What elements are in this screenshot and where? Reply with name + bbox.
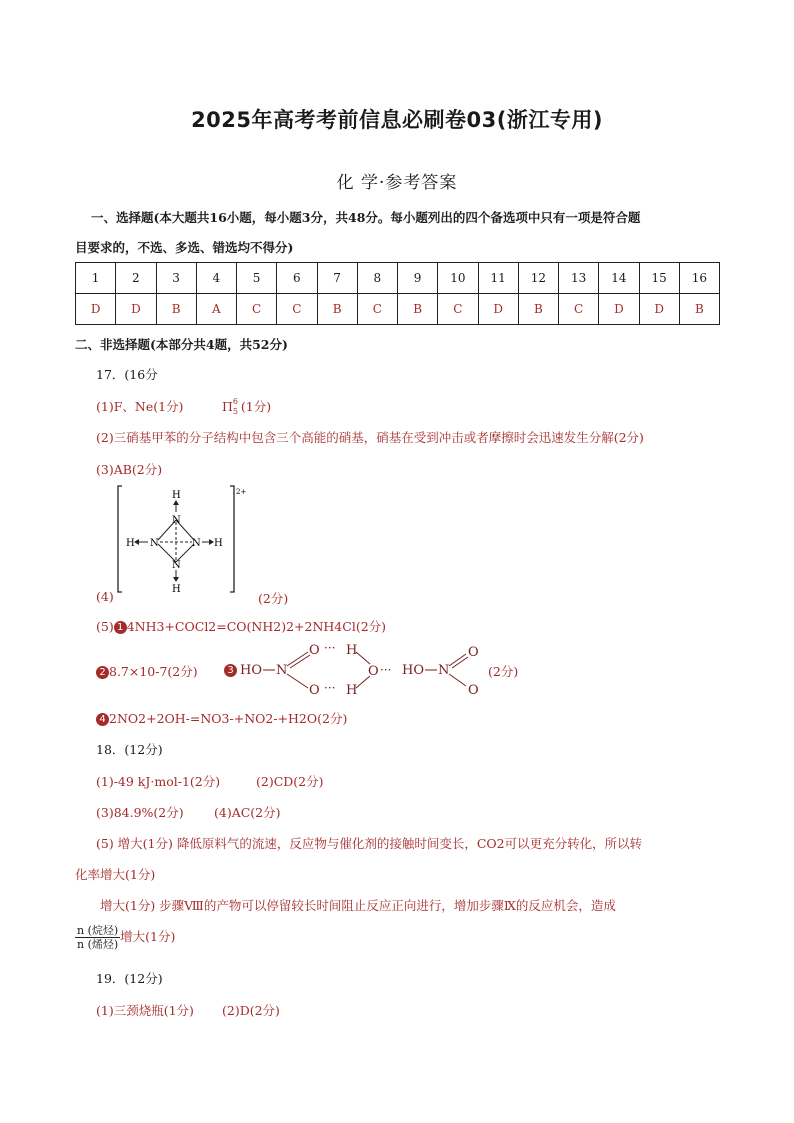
pi-superscript: 6 [232,397,238,406]
q18-answer-1: (1)-49 kJ·mol-1(2分) [96,774,221,789]
hydrogen-bond-structure [238,638,500,700]
atom-h-left: H [126,538,135,549]
answer-cell: D [599,294,639,325]
atom-n-left: N [150,538,159,549]
answer-cell: B [317,294,357,325]
answer-table-answer-row [76,294,720,325]
question-number-cell: 8 [357,263,397,294]
q18-5-increase: 增大(1分) [120,929,176,944]
answer-cell: B [398,294,438,325]
q17-5-1-equation: 4NH3+COCl2=CO(NH2)2+2NH4Cl(2分) [126,619,387,634]
answer-cell: D [478,294,518,325]
q17-answer-1: (1)F、Ne(1分) [96,399,184,414]
question-number-cell: 1 [76,263,116,294]
q17-answer-5-3-score: (2分) [488,664,519,679]
q19-answer-2: (2)D(2分) [222,1003,280,1018]
answer-cell: D [116,294,156,325]
question-number-cell: 14 [599,263,639,294]
circled-number-4: 4 [96,713,109,726]
question-number-cell: 13 [559,263,599,294]
h-top: H [346,643,358,658]
atom-n-top: N [172,515,181,526]
answer-cell: A [196,294,236,325]
o-top-left: O [309,643,320,658]
atom-n-bottom: N [172,560,181,571]
answer-cell: C [357,294,397,325]
h-bottom: H [346,683,358,698]
circled-number-3: 3 [224,664,237,677]
page-title: 2025年高考考前信息必刷卷03(浙江专用) [191,108,603,132]
n-right: N [438,663,450,678]
q17-answer-5-1 [96,617,386,635]
q19-heading: 19．(12分) [96,971,163,986]
answer-cell: B [679,294,719,325]
atom-h-right: H [214,538,223,549]
question-number-cell: 4 [196,263,236,294]
q18-heading: 18．(12分) [96,742,163,757]
pi-subscript: 5 [232,407,238,416]
q18-answer-4: (4)AC(2分) [214,805,281,820]
page-subtitle: 化 学·参考答案 [336,173,458,193]
q18-answer-3: (3)84.9%(2分) [96,805,184,820]
section1-heading-line1: 一、选择题(本大题共16小题，每小题3分，共48分。每小题列出的四个备选项中只有一项是符合题 [91,210,641,225]
atom-n-right: N [192,538,201,549]
question-number-cell: 16 [679,263,719,294]
ratio-numerator: n (烷烃) [77,924,119,937]
atom-h-bottom: H [172,584,181,595]
q17-answer-5-2 [96,662,198,680]
answer-cell: B [518,294,558,325]
q18-answer-2: (2)CD(2分) [256,774,324,789]
q17-5-label: (5) [96,619,114,634]
question-number-cell: 12 [518,263,558,294]
question-number-cell: 15 [639,263,679,294]
q17-answer-5-4 [96,709,347,727]
answer-cell: D [76,294,116,325]
answer-table-number-row [76,263,720,294]
alkane-alkene-ratio [75,924,120,951]
answer-cell: C [277,294,317,325]
svg-text:···: ··· [380,663,392,677]
question-number-cell: 11 [478,263,518,294]
q17-5-4-equation: 2NO2+2OH-=NO3-+NO2-+H2O(2分) [109,711,348,726]
question-number-cell: 5 [237,263,277,294]
o-bottom-right: O [468,683,479,698]
question-number-cell: 7 [317,263,357,294]
o-bottom-left: O [309,683,320,698]
q17-answer-4-label: (4) [96,589,114,604]
q17-answer-5-3-label [224,662,237,677]
pi-symbol: Π [222,399,233,414]
question-number-cell: 6 [277,263,317,294]
answer-cell: C [559,294,599,325]
q17-heading: 17．(16分 [96,367,158,382]
q17-answer-1-pi [222,397,271,415]
q17-answer-2: (2)三硝基甲苯的分子结构中包含三个高能的硝基，硝基在受到冲击或者摩擦时会迅速发生分解(2分) [96,430,644,445]
circled-number-1: 1 [114,621,127,634]
q17-answer-4-score: (2分) [258,591,289,606]
answer-cell: B [156,294,196,325]
question-number-cell: 3 [156,263,196,294]
q18-answer-5-line1: (5) 增大(1分) 降低原料气的流速，反应物与催化剂的接触时间变长，CO2可以更充分转化，所以转 [96,836,643,851]
question-number-cell: 10 [438,263,478,294]
o-water: O [368,664,379,679]
svg-text:···: ··· [324,641,336,655]
ratio-denominator: n (烯烃) [77,938,119,951]
answer-table [75,262,720,325]
question-number-cell: 9 [398,263,438,294]
ho-left: HO [240,663,262,678]
section1-heading-line2: 目要求的，不选、多选、错选均不得分) [75,240,294,255]
n-left: N [276,663,288,678]
q17-5-2-value: 8.7×10-7(2分) [109,664,198,679]
pi-score: (1分) [240,399,272,414]
q18-answer-5-line2: 化率增大(1分) [75,867,156,882]
circled-number-2: 2 [96,666,109,679]
section2-heading: 二、非选择题(本部分共4题，共52分) [75,337,288,352]
ho-right: HO [402,663,424,678]
answer-cell: C [438,294,478,325]
n2h4-ion-structure [112,482,252,598]
o-top-right: O [468,645,479,660]
question-number-cell: 2 [116,263,156,294]
q17-answer-3: (3)AB(2分) [96,462,163,477]
answer-cell: D [639,294,679,325]
answer-cell: C [237,294,277,325]
q19-answer-1: (1)三颈烧瓶(1分) [96,1003,194,1018]
svg-text:···: ··· [324,681,336,695]
atom-h-top: H [172,490,181,501]
q18-answer-5-line3: 增大(1分) 步骤Ⅷ的产物可以停留较长时间阻止反应正向进行，增加步骤Ⅸ的反应机会，造成 [100,898,616,913]
ion-charge: 2+ [236,488,247,496]
q18-answer-5-line4 [75,924,175,951]
